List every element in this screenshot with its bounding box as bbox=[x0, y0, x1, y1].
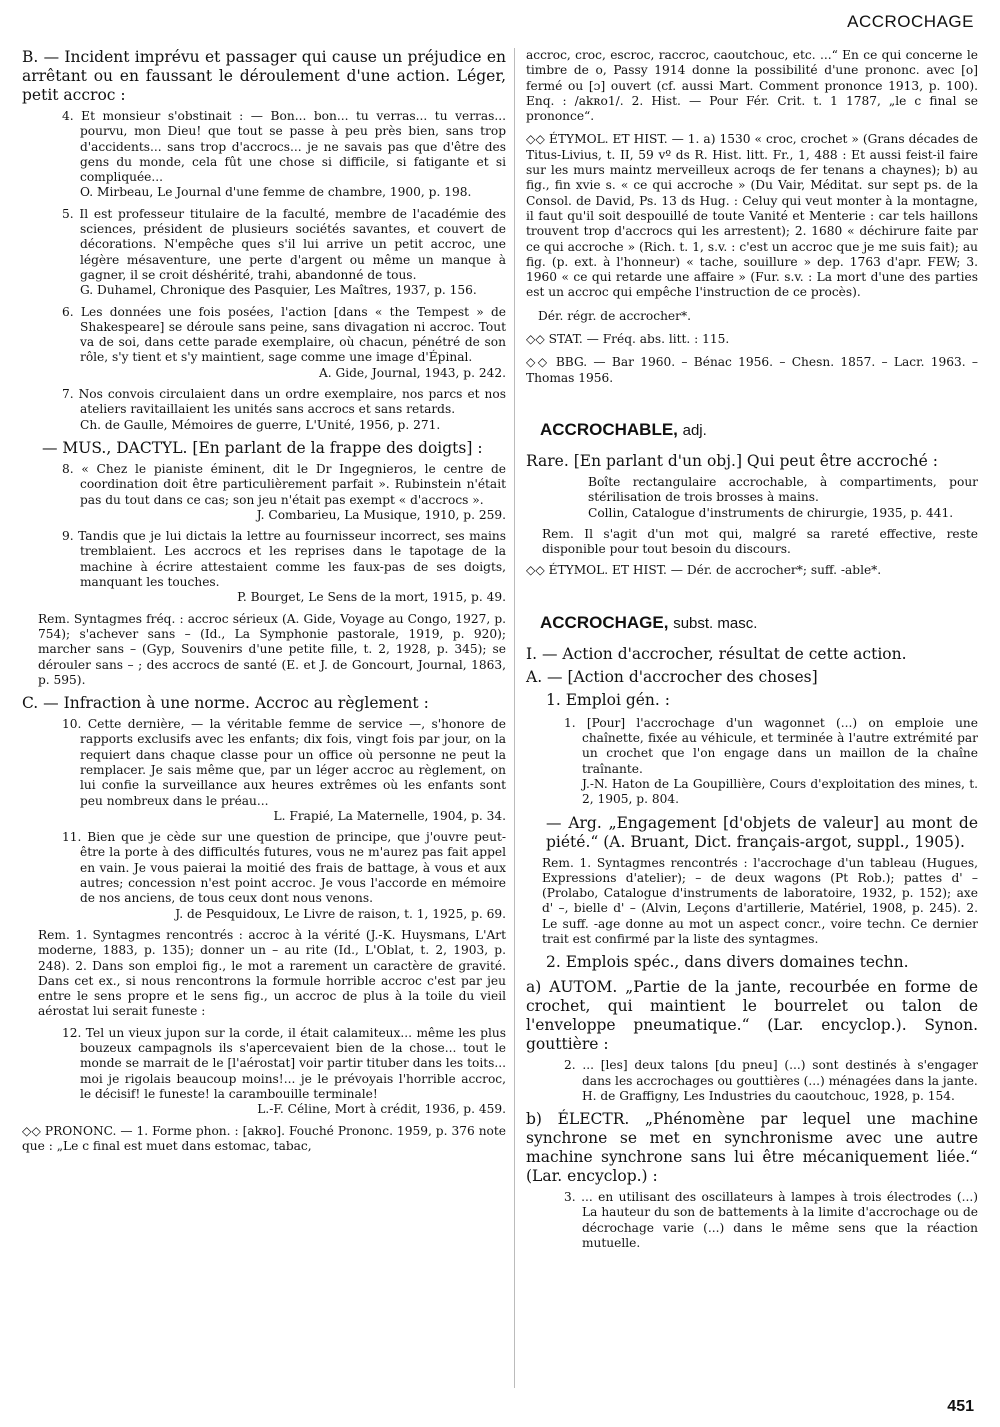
remark-3: Rem. 1. Syntagmes rencontrés : l'accrochage d'un tableau (Hugues, Expressions d'atelier); – de deux wagons (Pt Rob.); pattes d' – (Prolabo, Catalogue d'instruments de laboratoire, 1932, p. 152); axe d' –, bielle d' – (Alvin, Leçons d'artillerie, Matériel, 1908, p. 245). 2. Le suff. -age donne au mot un aspect concr., voire techn. Ce dernier trait est confirmé par la liste des syntagmes. bbox=[542, 855, 978, 946]
example-8-source: J. Combarieu, La Musique, 1910, p. 259. bbox=[256, 507, 506, 522]
example-6: 6. Les données une fois posées, l'action [dans « the Tempest » de Shakespeare] se déroule sans peine, sans divagation ni accroc. Tout va de soi, dans cette parade exemplaire, où chacun, pénétré de son rôle, s'y tient et s'y maintient, sage comme une image d'Épinal. A. Gide, Journal, 1943, p. 242. bbox=[62, 304, 506, 380]
prononciation: ◇◇ PRONONC. — 1. Forme phon. : [akʀo]. Fouché Prononc. 1959, p. 376 note que : „Le c final est muet dans estomac, tabac, bbox=[22, 1123, 506, 1153]
accrochable-example: Boîte rectangulaire accrochable, à compartiments, pour stérilisation de trois brosses à mains. Collin, Catalogue d'instruments de chirurgie, 1935, p. 441. bbox=[588, 474, 978, 520]
left-column bbox=[22, 48, 506, 1162]
remark-1: Rem. Syntagmes fréq. : accroc sérieux (A. Gide, Voyage au Congo, 1927, p. 754); s'achever sans – (Id., La Symphonie pastorale, 1919, p. 920); marcher sans – (Gyp, Souvenirs d'une petite fille, t. 2, 1928, p. 345); se dérouler sans – ; des accrocs de santé (E. et J. de Goncourt, Journal, 1863, p. 595). bbox=[38, 611, 506, 687]
example-7-source: Ch. de Gaulle, Mémoires de guerre, L'Unité, 1956, p. 271. bbox=[80, 417, 441, 432]
emplois-specialises: 2. Emplois spéc., dans divers domaines techn. bbox=[546, 953, 909, 972]
example-12: 12. Tel un vieux jupon sur la corde, il était calamiteux... même les plus bouzeux campagnols ils s'apercevaient bien de la chose... tout le monde se marrait de le [l'aérostat] voir partir tituber dans les toits... moi je rigolais beaucoup moins!... je le prévoyais l'horrible accroc, le décisif! le funeste! la carambouille terminale! L.-F. Céline, Mort à crédit, 1936, p. 459. bbox=[62, 1025, 506, 1117]
page-number: 451 bbox=[947, 1398, 974, 1415]
example-11-source: J. de Pesquidoux, Le Livre de raison, t. 1, 1925, p. 69. bbox=[175, 906, 506, 921]
example-8: 8. « Chez le pianiste éminent, dit le Dr Ingegnieros, le centre de coordination doit être particulièrement parfait ». Rubinstein n'était pas du tout dans ce cas; son jeu n'était pas exempt « d'accrocs ». J. Combarieu, La Musique, 1910, p. 259. bbox=[62, 461, 506, 522]
headword-accrochage: ACCROCHAGE, subst. masc. bbox=[540, 612, 758, 632]
headword-accrochable: ACCROCHABLE, adj. bbox=[540, 419, 707, 439]
example-9-source: P. Bourget, Le Sens de la mort, 1915, p. 49. bbox=[237, 590, 506, 605]
example-11: 11. Bien que je cède sur une question de principe, que j'ouvre peut-être la porte à des difficultés futures, vous ne m'aurez pas fait appel en vain. Je vous paierai la moitié des frais de battage, à vous et aux autres; concession n'est point accroc. Je vous l'accorde en mémoire de nos anciens, de tous ceux dont nous venons. J. de Pesquidoux, Le Livre de raison, t. 1, 1925, p. 69. bbox=[62, 830, 506, 921]
etymology-accroc: ◇◇ ÉTYMOL. ET HIST. — 1. a) 1530 « croc, crochet » (Grans décades de Titus-Livius, t. II, 59 vº ds R. Hist. litt. Fr., 1, 488 : Et aussi feist-il faire sur les murs maintz merveilleux acroqs de fer tenans a chaynes); b) au fig., fin xvie s. « ce qui accroche » (Du Vair, Méditat. sur sept ps. de la Consol. de David, Ps. 13 ds Hug. : Celuy qui veut monter à la montagne, il faut qu'il soit despouillé de toute Vanité et Menterie : car tels haillons trouvent trop d'accrocs qui les arrestent); 2. 1680 « déchirure faite par ce qui accroche » (Rich. t. 1, s.v. : c'est un accroc que je me suis fait); au fig. (p. ext. à l'honneur) « tache, souillure » dep. 1763 d'apr. FEW; 3. 1960 « ce qui retarde une affaire » (Fur. s.v. : La mort d'une des parties est un accroc qui empêche l'instruction de ce procès). bbox=[526, 132, 978, 300]
sense-I: I. — Action d'accrocher, résultat de cette action. bbox=[526, 644, 907, 663]
example-10: 10. Cette dernière, — la véritable femme de service —, s'honore de rapports exclusifs avec les enfants; dix fois, vingt fois par jour, on la requiert dans chaque classe pour un office où personne ne peut la remplacer. Je sais même que, par un léger accroc au règlement, on lui confie la surveillance aux heures extrêmes où les enfants sont peu nombreux dans le préau... L. Frapié, La Maternelle, 1904, p. 34. bbox=[62, 717, 506, 823]
etymology-accrochable: ◇◇ ÉTYMOL. ET HIST. — Dér. de accrocher*; suff. -able*. bbox=[526, 563, 882, 578]
example-r2: 2. ... [les] deux talons [du pneu] (...) sont destinés à s'engager dans les accrochages ou gouttières (...) ménagées dans la jante. H. de Graffigny, Les Industries du caoutchouc, 1928, p. 154. bbox=[564, 1058, 978, 1103]
running-head: ACCROCHAGE bbox=[847, 12, 974, 31]
example-r2-source: H. de Graffigny, Les Industries du caoutchouc, 1928, p. 154. bbox=[582, 1088, 955, 1103]
sense-c: C. — Infraction à une norme. Accroc au règlement : bbox=[22, 694, 429, 713]
bibliography: ◇◇ BBG. — Bar 1960. – Bénac 1956. – Chesn. 1857. – Lacr. 1963. – Thomas 1956. bbox=[526, 355, 978, 385]
example-r3: 3. ... en utilisant des oscillateurs à lampes à trois électrodes (...) La hauteur du son de battements à la limite d'accrochage ou de décrochage varie (...) dans le même sens que la réaction mutuelle. bbox=[564, 1190, 978, 1251]
right-column bbox=[526, 48, 978, 1257]
sense-arg: — Arg. „Engagement [d'objets de valeur] au mont de piété.“ (A. Bruant, Dict. français-argot, suppl., 1905). bbox=[546, 813, 978, 851]
example-r1-source: J.-N. Haton de La Goupillière, Cours d'exploitation des mines, t. 2, 1905, p. 804. bbox=[582, 776, 978, 807]
accrochable-definition: Rare. [En parlant d'un obj.] Qui peut être accroché : bbox=[526, 451, 938, 470]
example-r1: 1. [Pour] l'accrochage d'un wagonnet (...) on emploie une chaînette, fixée au véhicule, et terminée à l'autre extrémité par un crochet que l'on engage dans un maillon de la chaîne traînante. J.-N. Haton de La Goupillière, Cours d'exploitation des mines, t. 2, 1905, p. 804. bbox=[564, 715, 978, 807]
sense-autom: a) AUTOM. „Partie de la jante, recourbée en forme de crochet, qui maintient le bourrelet ou talon de l'enveloppe pneumatique.“ (Lar. encyclop.). Synon. gouttière : bbox=[526, 978, 978, 1054]
example-10-source: L. Frapié, La Maternelle, 1904, p. 34. bbox=[273, 808, 506, 823]
column-divider bbox=[514, 48, 515, 1388]
sense-A: A. — [Action d'accrocher des choses] bbox=[526, 667, 818, 686]
etymology-derivation: Dér. régr. de accrocher*. bbox=[538, 308, 691, 323]
remark-2: Rem. 1. Syntagmes rencontrés : accroc à la vérité (J.-K. Huysmans, L'Art moderne, 1883, p. 135); donner un – au rite (Id., L'Oblat, t. 2, 1903, p. 248). 2. Dans son emploi fig., le mot a rarement un caractère de gravité. Dans cet ex., si nous rencontrons la formule horrible accroc c'est par jeu entre le sens propre et le sens fig., un accroc de plus à la toile du vieil aérostat lui serait funeste : bbox=[38, 927, 506, 1019]
accrochable-example-source: Collin, Catalogue d'instruments de chirurgie, 1935, p. 441. bbox=[588, 505, 954, 520]
sense-mus-dactyl: — MUS., DACTYL. [En parlant de la frappe des doigts] : bbox=[42, 438, 483, 457]
headword-accrochable-pos: adj. bbox=[682, 421, 707, 439]
sense-b: B. — Incident imprévu et passager qui cause un préjudice en arrêtant ou en faussant le déroulement d'une action. Léger, petit accroc : bbox=[22, 48, 506, 104]
example-12-source: L.-F. Céline, Mort à crédit, 1936, p. 459. bbox=[257, 1102, 506, 1117]
example-9: 9. Tandis que je lui dictais la lettre au fournisseur incorrect, ses mains tremblaient. Les accrocs et les reprises dans le tapotage de la machine à écrire attestaient comme les faux-pas de ses doigts, manquant les touches. P. Bourget, Le Sens de la mort, 1915, p. 49. bbox=[62, 529, 506, 605]
prononciation-continued: accroc, croc, escroc, raccroc, caoutchouc, etc. ...“ En ce qui concerne le timbre de o, Passy 1914 donne la possibilité d'une prononc. avec [o] fermé ou [ɔ] ouvert (cf. aussi Mart. Comment prononce 1913, p. 100). Enq. : /akʀo1/. 2. Hist. — Pour Fér. Crit. t. 1 1787, „le c final se prononce“. bbox=[526, 48, 978, 124]
sense-electr: b) ÉLECTR. „Phénomène par lequel une machine synchrone se met en synchronisme avec une autre machine synchrone sans lui être mécaniquement liée.“ (Lar. encyclop.) : bbox=[526, 1110, 978, 1186]
accrochable-remark: Rem. Il s'agit d'un mot qui, malgré sa rareté effective, reste disponible pour tout besoin du discours. bbox=[542, 526, 978, 557]
example-7: 7. Nos convois circulaient dans un ordre exemplaire, nos parcs et nos ateliers ravitaillaient les unités sans accrocs et sans retards. Ch. de Gaulle, Mémoires de guerre, L'Unité, 1956, p. 271. bbox=[62, 387, 506, 432]
headword-accrochage-pos: subst. masc. bbox=[673, 614, 758, 632]
example-6-source: A. Gide, Journal, 1943, p. 242. bbox=[318, 365, 506, 380]
emploi-general: 1. Emploi gén. : bbox=[546, 690, 670, 709]
example-5-source: G. Duhamel, Chronique des Pasquier, Les Maîtres, 1937, p. 156. bbox=[80, 283, 477, 298]
example-5: 5. Il est professeur titulaire de la faculté, membre de l'académie des sciences, président de plusieurs sociétés savantes, et couvert de décorations. N'empêche ques s'il lui arrive un petit accroc, une légère mésaventure, une perte d'argent ou même un manque à gagner, il se croit déshérité, trahi, abandonné de tous. G. Duhamel, Chronique des Pasquier, Les Maîtres, 1937, p. 156. bbox=[62, 206, 506, 298]
statistics: ◇◇ STAT. — Fréq. abs. litt. : 115. bbox=[526, 332, 730, 347]
example-4: 4. Et monsieur s'obstinait : — Bon... bon... tu verras... tu verras... pourvu, mon Dieu! que tout se passe à peu près bien, sans trop d'accidents... sans trop d'accrocs... je ne savais pas que d'être des gens du monde, cela fût une chose si difficile, si fatigante et si compliquée... O. Mirbeau, Le Journal d'une femme de chambre, 1900, p. 198. bbox=[62, 109, 506, 200]
example-4-source: O. Mirbeau, Le Journal d'une femme de chambre, 1900, p. 198. bbox=[80, 185, 472, 200]
